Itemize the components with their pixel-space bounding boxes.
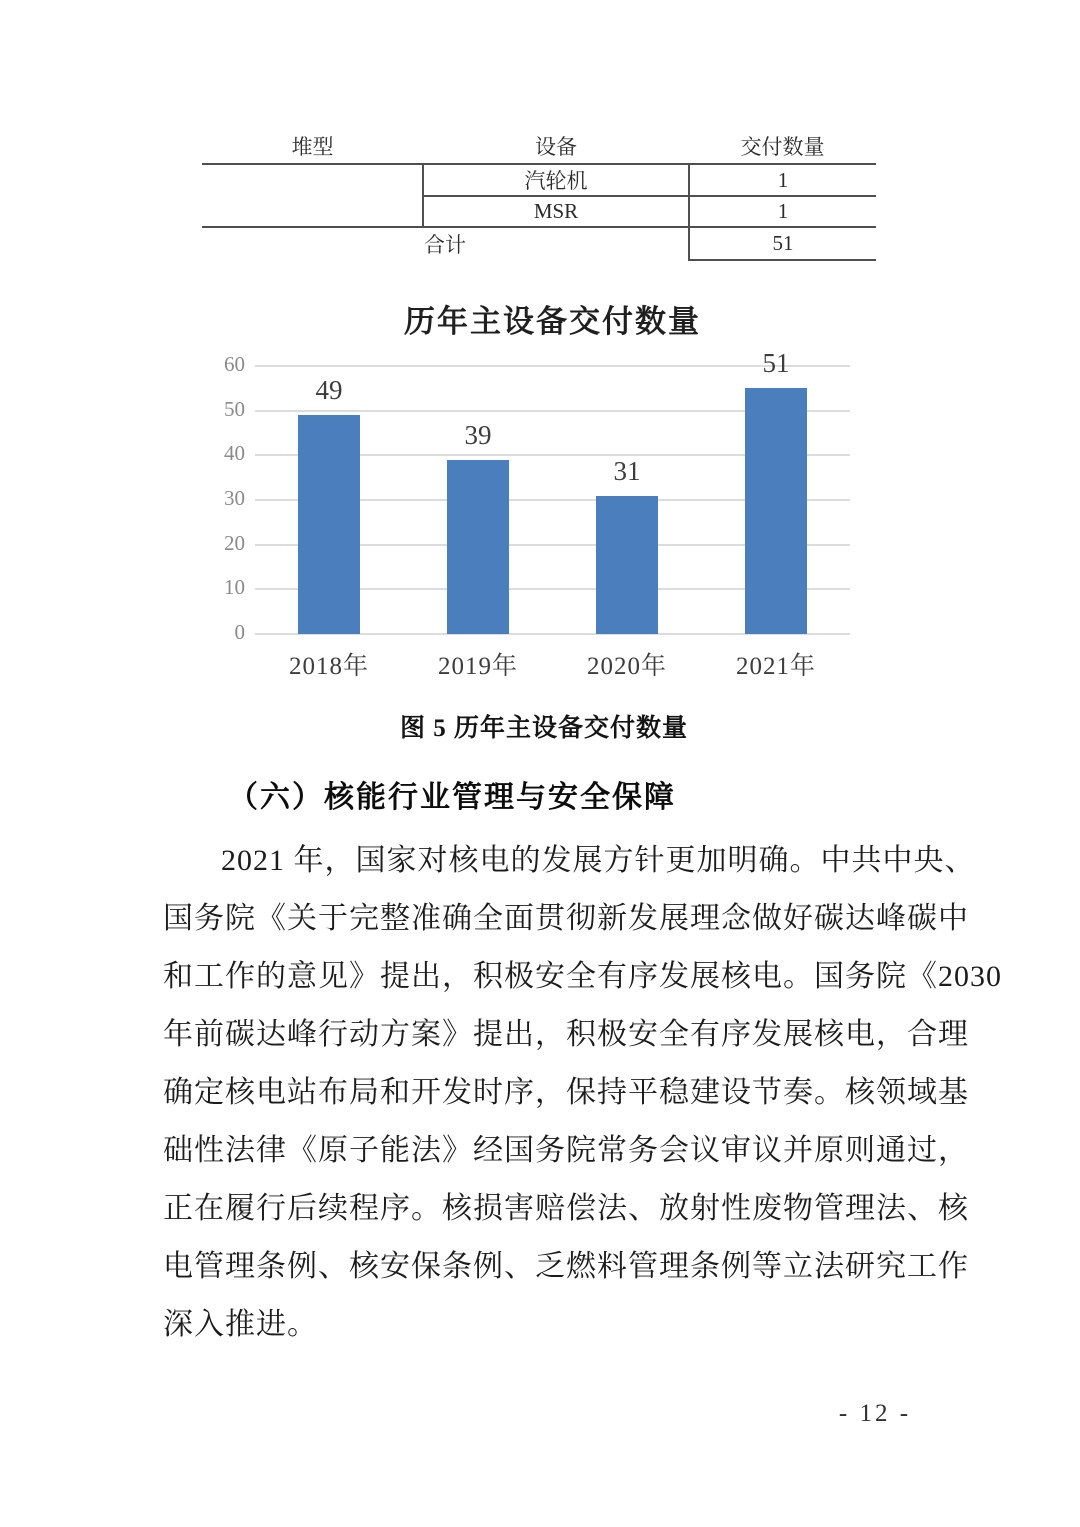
body-line: 和工作的意见》提出，积极安全有序发展核电。国务院《2030 bbox=[163, 960, 1002, 993]
x-axis-category-label: 2021年 bbox=[735, 653, 816, 680]
body-line: 电管理条例、核安保条例、乏燃料管理条例等立法研究工作 bbox=[163, 1250, 969, 1283]
y-axis-tick-label: 40 bbox=[224, 441, 245, 466]
body-line: 2021 年，国家对核电的发展方针更加明确。中共中央、 bbox=[221, 844, 976, 877]
total-value-cell: 51 bbox=[689, 227, 876, 260]
section-heading: （六）核能行业管理与安全保障 bbox=[228, 781, 676, 814]
body-paragraph bbox=[163, 832, 1002, 1354]
bar-value-label: 39 bbox=[464, 420, 492, 450]
reactor-type-cell bbox=[202, 164, 423, 227]
body-line: 正在履行后续程序。核损害赔偿法、放射性废物管理法、核 bbox=[163, 1192, 969, 1225]
x-axis-category-label: 2018年 bbox=[288, 653, 369, 680]
y-axis-tick-label: 10 bbox=[224, 575, 245, 600]
page-number: - 12 - bbox=[838, 1400, 912, 1427]
bar-chart bbox=[0, 290, 1080, 700]
chart-bar bbox=[298, 415, 360, 634]
header-delivery-qty: 交付数量 bbox=[689, 128, 876, 164]
table-header-row bbox=[202, 128, 876, 164]
chart-bar bbox=[596, 496, 658, 634]
equipment-cell: 汽轮机 bbox=[423, 164, 689, 196]
bar-value-label: 51 bbox=[762, 348, 790, 378]
chart-bar bbox=[447, 460, 509, 634]
x-axis-category-label: 2020年 bbox=[586, 653, 667, 680]
header-reactor-type: 堆型 bbox=[202, 128, 423, 164]
body-line: 确定核电站布局和开发时序，保持平稳建设节奏。核领域基 bbox=[163, 1076, 969, 1109]
y-axis-tick-label: 20 bbox=[224, 530, 245, 555]
equipment-cell: MSR bbox=[423, 196, 689, 227]
header-equipment: 设备 bbox=[423, 128, 689, 164]
x-axis-category-label: 2019年 bbox=[437, 653, 518, 680]
body-line: 年前碳达峰行动方案》提出，积极安全有序发展核电，合理 bbox=[163, 1018, 969, 1051]
table-row bbox=[202, 164, 876, 196]
table-total-row bbox=[202, 227, 876, 260]
body-line: 础性法律《原子能法》经国务院常务会议审议并原则通过， bbox=[163, 1134, 969, 1167]
figure-caption: 图 5 历年主设备交付数量 bbox=[399, 715, 688, 742]
bar-value-label: 31 bbox=[613, 456, 641, 486]
body-line: 国务院《关于完整准确全面贯彻新发展理念做好碳达峰碳中 bbox=[163, 902, 969, 935]
chart-title: 历年主设备交付数量 bbox=[404, 304, 701, 339]
y-axis-tick-label: 50 bbox=[224, 396, 245, 421]
bar-value-label: 49 bbox=[315, 375, 343, 405]
total-label-cell: 合计 bbox=[202, 227, 689, 260]
y-axis-tick-label: 60 bbox=[224, 352, 245, 376]
equipment-delivery-table bbox=[202, 128, 876, 261]
chart-bar bbox=[745, 388, 807, 634]
qty-cell: 1 bbox=[689, 164, 876, 196]
body-line: 深入推进。 bbox=[163, 1308, 318, 1341]
qty-cell: 1 bbox=[689, 196, 876, 227]
y-axis-tick-label: 0 bbox=[234, 620, 245, 644]
y-axis-tick-label: 30 bbox=[224, 486, 245, 510]
